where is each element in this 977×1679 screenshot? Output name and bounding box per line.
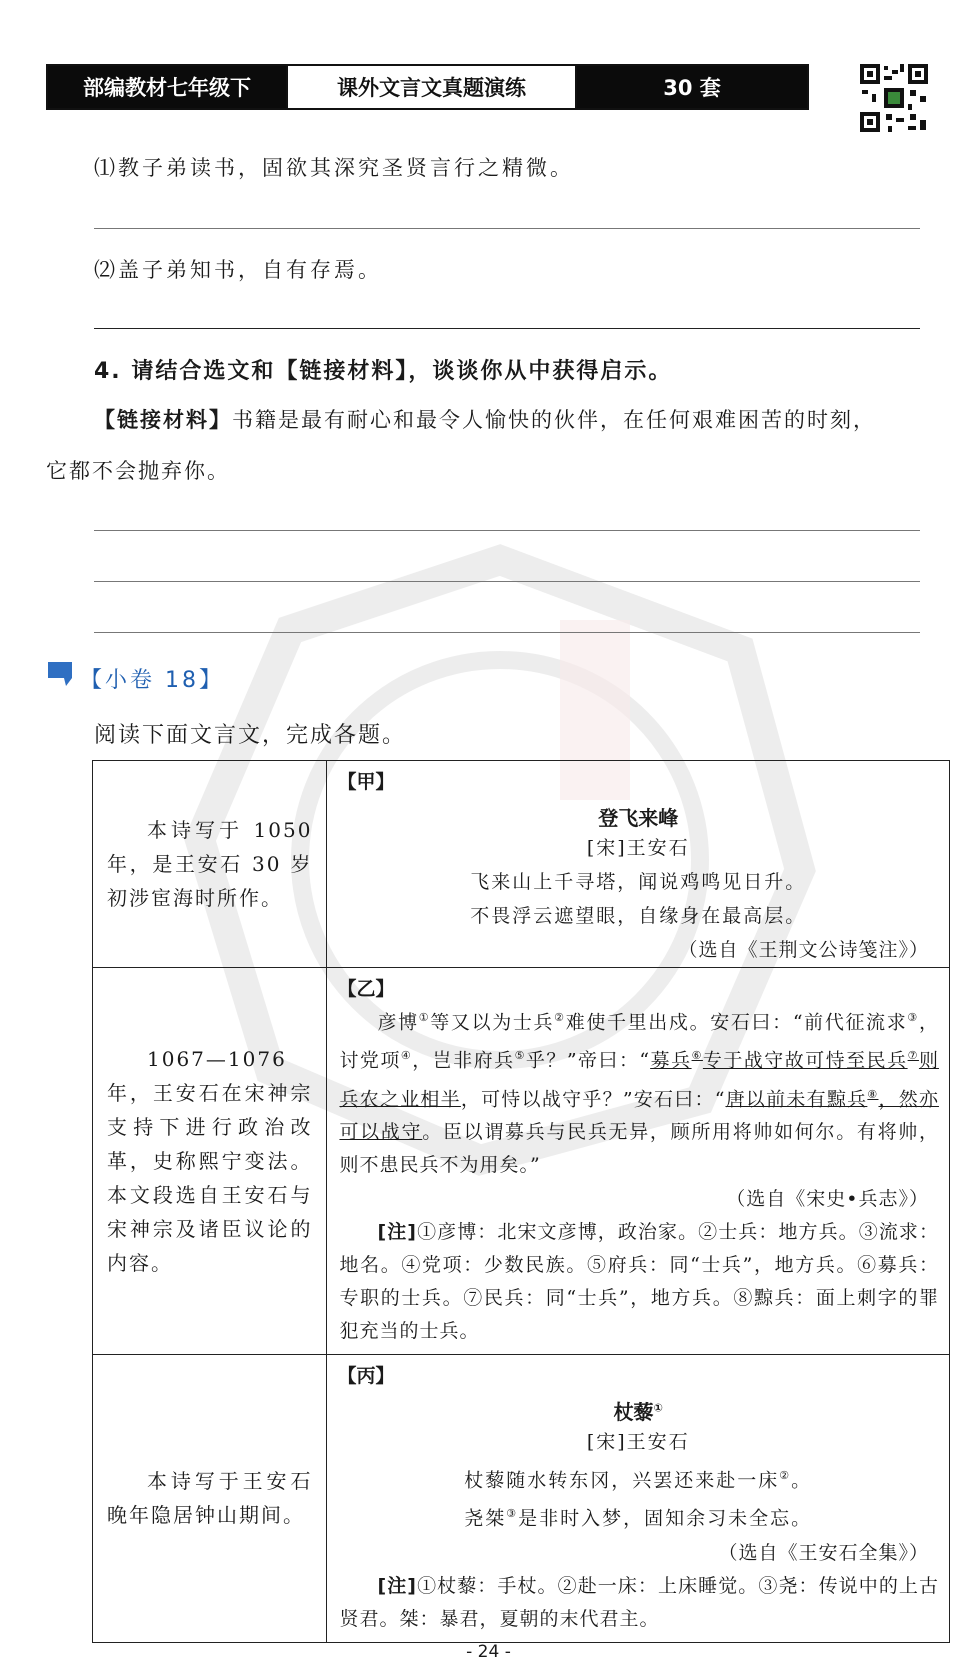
note-ref: ② (779, 1468, 792, 1482)
jia-line-2: 不畏浮云遮望眼，自缘身在最高层。 (470, 905, 807, 927)
bing-line-1 (327, 1459, 949, 1497)
yi-text: 。臣以谓募兵与民兵无异，顾所用将帅如何尔。有将帅，则不患民兵不为用矣。” (339, 1120, 939, 1176)
note-ref: ⑧ (867, 1087, 879, 1101)
verse-text: 。 (791, 1469, 813, 1492)
verse-text: 杖藜随水转东冈，兴罢还来赴一床 (464, 1469, 780, 1492)
item-2-text: 盖子弟知书，自有存焉。 (118, 258, 382, 282)
underlined-text: ，然亦可以战守 (339, 1087, 939, 1143)
qr-code-icon (858, 62, 930, 134)
row-bing (93, 1354, 950, 1642)
header-title: 课外文言文真题演练 (286, 66, 577, 108)
section-flag-icon (46, 660, 76, 688)
yi-notes (327, 1216, 949, 1354)
yi-text: ，可恃以战守乎？”安石曰：“ (460, 1087, 726, 1110)
jia-source: （选自《王荆文公诗笺注》） (678, 939, 929, 961)
bing-source: （选自《王安石全集》） (718, 1541, 929, 1564)
yi-text: ，讨党项 (339, 1011, 939, 1072)
section-instruction: 阅读下面文言文，完成各题。 (94, 723, 407, 748)
section-title: 【小卷 18】 (80, 668, 224, 693)
jia-title: 登飞来峰 (598, 806, 679, 830)
note-ref: ⑥ (691, 1049, 703, 1063)
reading-table (92, 760, 950, 1643)
jia-line-1: 飞来山上千寻塔，闻说鸡鸣见日升。 (470, 871, 807, 893)
item-1-num: ⑴ (94, 156, 118, 180)
bing-line-2 (327, 1497, 949, 1535)
link-material-text-2: 它都不会抛弃你。 (46, 459, 230, 483)
link-material (94, 404, 876, 434)
question-4: 4. 请结合选文和【链接材料】，谈谈你从中获得启示。 (94, 359, 673, 384)
verse-text: 是非时入梦，固知余习未全忘。 (518, 1507, 813, 1530)
verse-text: 尧桀 (464, 1507, 507, 1530)
note-label: [注] (377, 1574, 417, 1597)
header-grade: 部编教材七年级下 (48, 66, 286, 108)
note-text: ①杖藜：手杖。②赴一床：上床睡觉。③尧：传说中的上古贤君。桀：暴君，夏朝的末代君主。 (339, 1574, 939, 1630)
note-ref: ⑤ (514, 1049, 526, 1063)
jia-author: [宋]王安石 (586, 837, 690, 859)
yi-text: 等又以为士兵 (430, 1011, 555, 1034)
underlined-text: 募兵 (650, 1049, 692, 1072)
note-text: ①彦博：北宋文彦博，政治家。②士兵：地方兵。③流求：地名。④党项：少数民族。⑤府兵：同“士兵”，地方兵。⑥募兵：专职的士兵。⑦民兵：同“士兵”，地方兵。⑧黥兵：面上刺字的罪犯充当的士兵。 (339, 1220, 939, 1342)
answer-line-4[interactable] (94, 581, 920, 582)
item-2-num: ⑵ (94, 258, 118, 282)
row-yi (93, 968, 950, 1355)
row-jia (93, 761, 950, 968)
note-label: [注] (377, 1220, 417, 1243)
underlined-text: 专于战守故可恃至民兵 (702, 1049, 908, 1072)
yi-background: 1067—1076 年，王安石在宋神宗支持下进行政治改革，史称熙宁变法。本文段选自王安石与宋神宗及诸臣议论的内容。 (107, 1046, 313, 1275)
page-number: - 24 - (466, 1642, 511, 1662)
note-ref: ③ (907, 1011, 919, 1024)
answer-line-2[interactable] (94, 328, 920, 329)
yi-text: 难使千里出戍。安石曰：“前代征流求 (565, 1011, 908, 1034)
answer-line-5[interactable] (94, 632, 920, 633)
link-material-label: 【链接材料】 (94, 408, 232, 432)
note-ref: ① (418, 1011, 431, 1024)
note-ref: ② (554, 1011, 566, 1024)
answer-line-3[interactable] (94, 530, 920, 531)
note-ref: ① (653, 1401, 663, 1415)
bing-notes (327, 1570, 949, 1642)
yi-passage (327, 1001, 949, 1182)
bing-title-text: 杖藜 (613, 1399, 654, 1424)
header-sets: 30 套 (577, 66, 807, 108)
link-material-text-1: 书籍是最有耐心和最令人愉快的伙伴，在任何艰难困苦的时刻， (232, 408, 876, 432)
underlined-text: 则兵农之业相半 (339, 1049, 939, 1110)
bing-author: [宋]王安石 (586, 1430, 690, 1453)
answer-line-1[interactable] (94, 228, 920, 229)
jia-background: 本诗写于 1050 年，是王安石 30 岁初涉宦海时所作。 (107, 818, 313, 910)
header-bar (46, 64, 809, 110)
note-ref: ③ (506, 1507, 519, 1521)
note-ref: ⑦ (907, 1049, 919, 1063)
bing-title (327, 1396, 949, 1425)
bing-tag: 【丙】 (337, 1364, 395, 1387)
item-1-text: 教子弟读书，固欲其深究圣贤言行之精微。 (118, 156, 574, 180)
note-ref: ④ (400, 1049, 413, 1063)
yi-source: （选自《宋史•兵志》） (726, 1187, 929, 1210)
underlined-text: 唐以前未有黥兵 (725, 1087, 868, 1110)
bing-background: 本诗写于王安石晚年隐居钟山期间。 (107, 1469, 313, 1528)
item-1 (94, 152, 574, 182)
item-2 (94, 254, 382, 284)
yi-tag: 【乙】 (337, 978, 395, 1000)
yi-text: 乎？”帝曰：“ (525, 1049, 651, 1072)
yi-text: 彦博 (377, 1011, 419, 1034)
yi-text: ，岂非府兵 (412, 1049, 515, 1072)
jia-tag: 【甲】 (337, 771, 395, 793)
